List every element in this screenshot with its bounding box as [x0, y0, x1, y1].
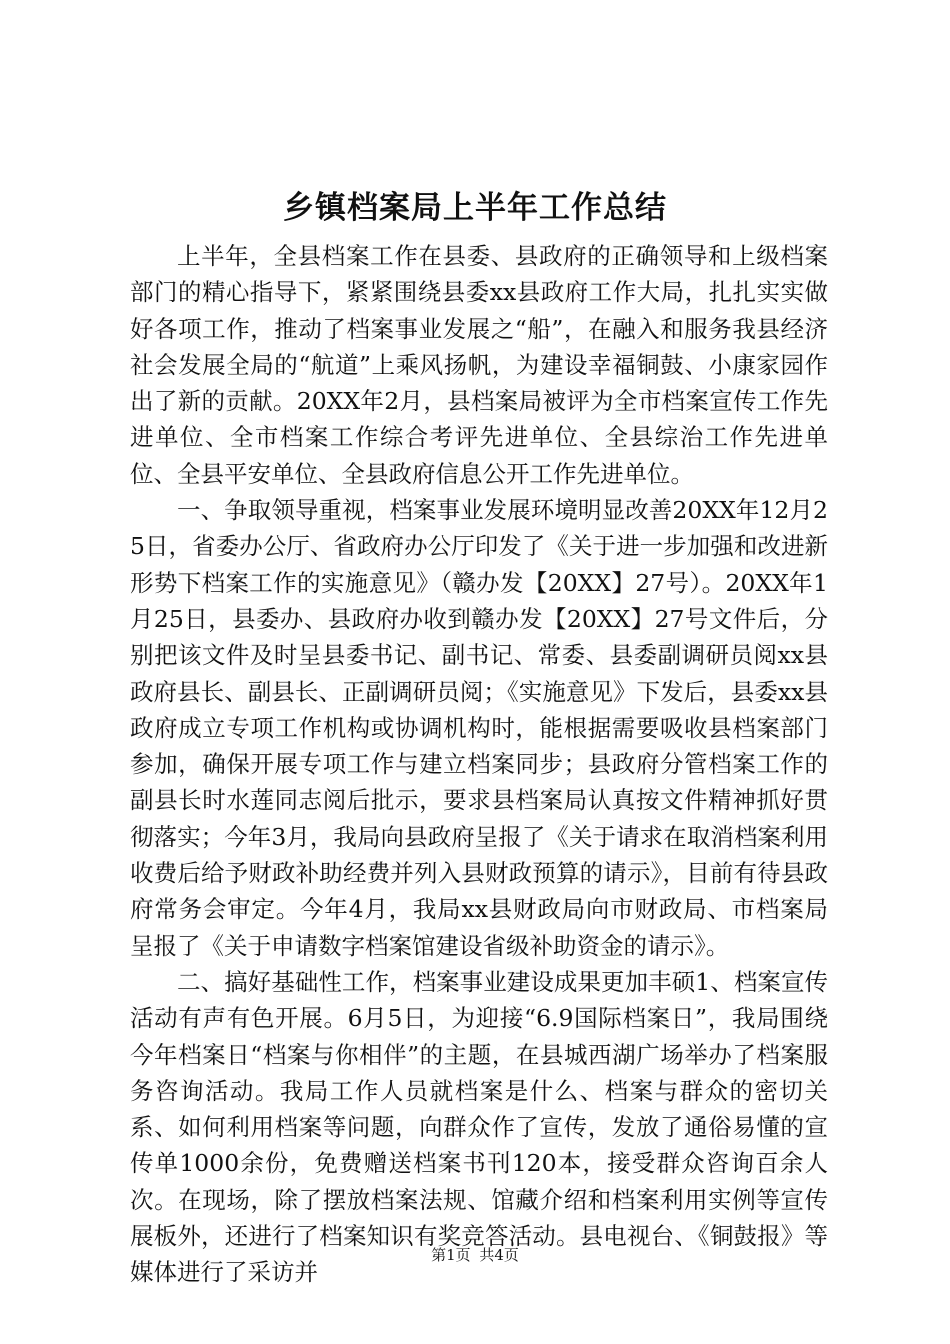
page-total: 共4页	[479, 1246, 519, 1264]
page-number: 第1页	[431, 1246, 471, 1264]
document-body	[130, 238, 828, 1291]
paragraph-section-one: 一、争取领导重视，档案事业发展环境明显改善20XX年12月25日，省委办公厅、省政府办公厅印发了《关于进一步加强和改进新形势下档案工作的实施意见》（赣办发【20XX】27号）。20XX年1月25日，县委办、县政府办收到赣办发【20XX】27号文件后，分别把该文件及时呈县委书记、副书记、常委、县委副调研员阅xx县政府县长、副县长、正副调研员阅；《实施意见》下发后，县委xx县政府成立专项工作机构或协调机构时，能根据需要吸收县档案部门参加，确保开展专项工作与建立档案同步；县政府分管档案工作的副县长时水莲同志阅后批示，要求县档案局认真按文件精神抓好贯彻落实；今年3月，我局向县政府呈报了《关于请求在取消档案利用收费后给予财政补助经费并列入县财政预算的请示》，目前有待县政府常务会审定。今年4月，我局xx县财政局向市财政局、市档案局呈报了《关于申请数字档案馆建设省级补助资金的请示》。	[130, 496, 828, 960]
paragraph-section-two: 二、搞好基础性工作，档案事业建设成果更加丰硕1、档案宣传活动有声有色开展。6月5日，为迎接“6.9国际档案日”，我局围绕今年档案日“档案与你相伴”的主题，在县城西湖广场举办了档案服务咨询活动。我局工作人员就档案是什么、档案与群众的密切关系、如何利用档案等问题，向群众作了宣传，发放了通俗易懂的宣传单1000余份，免费赠送档案书刊120本，接受群众咨询百余人次。在现场，除了摆放档案法规、馆藏介绍和档案利用实例等宣传展板外，还进行了档案知识有奖竞答活动。县电视台、《铜鼓报》等媒体进行了采访并	[130, 967, 828, 1287]
paragraph-intro: 上半年，全县档案工作在县委、县政府的正确领导和上级档案部门的精心指导下，紧紧围绕县委xx县政府工作大局，扎扎实实做好各项工作，推动了档案事业发展之“船”，在融入和服务我县经济社会发展全局的“航道”上乘风扬帆，为建设幸福铜鼓、小康家园作出了新的贡献。20XX年2月，县档案局被评为全市档案宣传工作先进单位、全市档案工作综合考评先进单位、全县综治工作先进单位、全县平安单位、全县政府信息公开工作先进单位。	[130, 242, 828, 488]
document-title: 乡镇档案局上半年工作总结	[283, 190, 667, 226]
page-footer	[0, 1244, 950, 1266]
